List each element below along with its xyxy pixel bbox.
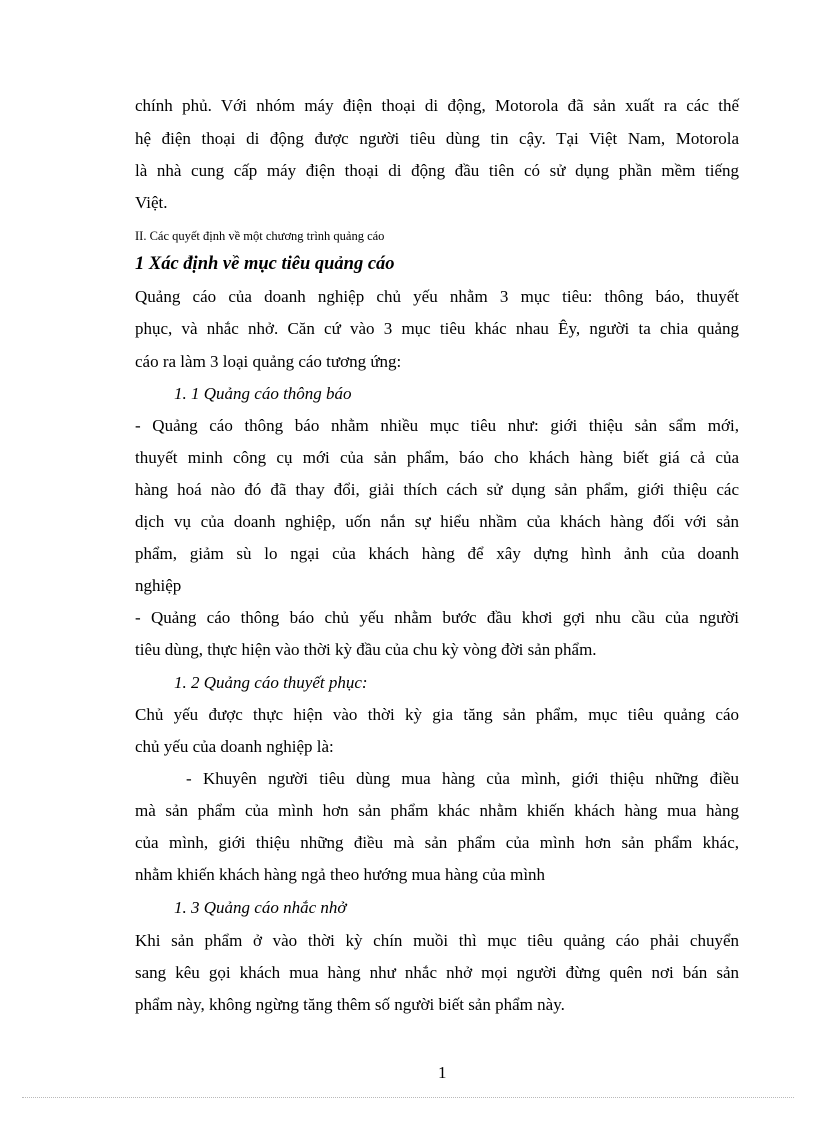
body-line: chủ yếu của doanh nghiệp là: xyxy=(135,737,334,756)
body-line: cáo ra làm 3 loại quảng cáo tương ứng: xyxy=(135,352,402,371)
section-heading: II. Các quyết định về một chương trình quảng cáo xyxy=(135,229,385,243)
body-line: thuyết minh công cụ mới của sản phẩm, báo cho khách hàng biết giá cả của xyxy=(135,448,739,467)
body-line: Việt. xyxy=(135,193,168,212)
body-line: mà sản phẩm của mình hơn sản phẩm khác nhằm khiến khách hàng mua hàng xyxy=(135,801,739,820)
subheading-1-3: 1. 3 Quảng cáo nhắc nhở xyxy=(174,898,347,917)
body-line: dịch vụ của doanh nghiệp, uốn nắn sự hiểu nhầm của khách hàng đối với sản xyxy=(135,512,739,531)
body-line: tiêu dùng, thực hiện vào thời kỳ đầu của chu kỳ vòng đời sản phẩm. xyxy=(135,640,597,659)
body-line: hàng hoá nào đó đã thay đổi, giải thích cách sử dụng sản phẩm, giới thiệu các xyxy=(135,480,739,499)
subheading-1-2: 1. 2 Quảng cáo thuyết phục: xyxy=(174,673,368,692)
body-line: - Quảng cáo thông báo nhằm nhiều mục tiêu như: giới thiệu sản sẩm mới, xyxy=(135,416,739,435)
page-number: 1 xyxy=(438,1063,447,1082)
subsection-heading: 1 Xác định về mục tiêu quảng cáo xyxy=(135,254,395,274)
body-line: phẩm này, không ngừng tăng thêm số người biết sản phẩm này. xyxy=(135,995,565,1014)
body-line: sang kêu gọi khách mua hàng như nhắc nhở mọi người đừng quên nơi bán sản xyxy=(135,963,739,982)
body-line: Chủ yếu được thực hiện vào thời kỳ gia tăng sản phẩm, mục tiêu quảng cáo xyxy=(135,705,739,724)
body-line: phẩm, giảm sù lo ngại của khách hàng để xây dựng hình ảnh của doanh xyxy=(135,544,739,563)
body-line: của mình, giới thiệu những điều mà sản phẩm của mình hơn sản phẩm khác, xyxy=(135,833,739,852)
body-line: chính phủ. Với nhóm máy điện thoại di động, Motorola đã sản xuất ra các thế xyxy=(135,96,739,115)
subheading-1-1: 1. 1 Quảng cáo thông báo xyxy=(174,384,352,403)
body-line: là nhà cung cấp máy điện thoại di động đầu tiên có sử dụng phần mềm tiếng xyxy=(135,161,739,180)
body-line: - Khuyên người tiêu dùng mua hàng của mình, giới thiệu những điều xyxy=(186,769,739,788)
body-line: nhằm khiến khách hàng ngả theo hướng mua hàng của mình xyxy=(135,865,546,884)
body-line: Khi sản phẩm ở vào thời kỳ chín muồi thì mục tiêu quảng cáo phải chuyển xyxy=(135,931,739,950)
body-line: - Quảng cáo thông báo chủ yếu nhằm bước đầu khơi gợi nhu cầu của người xyxy=(135,608,739,627)
body-line: nghiệp xyxy=(135,576,182,595)
body-line: hệ điện thoại di động được người tiêu dùng tin cậy. Tại Việt Nam, Motorola xyxy=(135,129,739,148)
body-line: Quảng cáo của doanh nghiệp chủ yếu nhằm 3 mục tiêu: thông báo, thuyết xyxy=(135,287,739,306)
body-line: phục, và nhắc nhở. Căn cứ vào 3 mục tiêu khác nhau Êy, người ta chia quảng xyxy=(135,319,739,338)
footer-divider xyxy=(22,1097,794,1098)
